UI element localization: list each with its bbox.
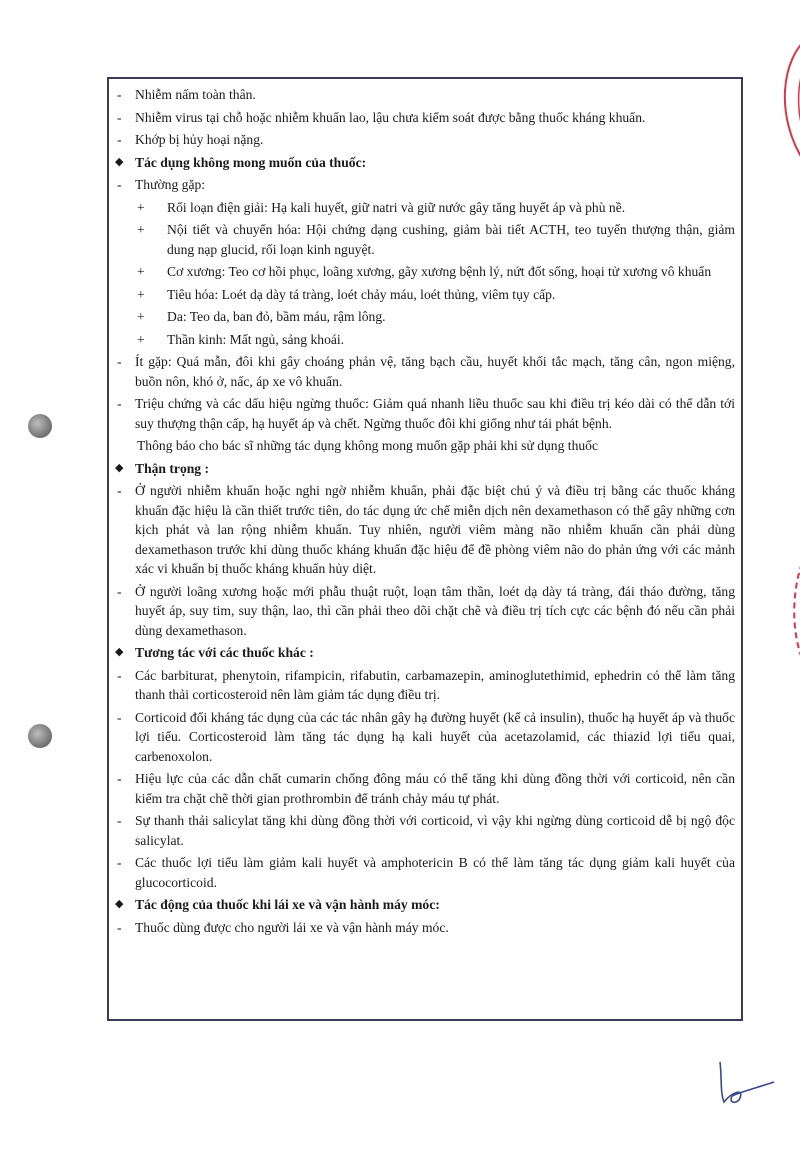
item-text: Hiệu lực của các dẫn chất cumarin chống đông máu có thể tăng khi dùng đồng thời với corticoid, nên cần kiểm tra chặt chẽ thời gian prothrombin để tránh chảy máu tự phát.: [135, 771, 735, 806]
dash-bullet: -: [117, 709, 122, 725]
sub-list-item: [115, 262, 735, 282]
item-text: Thông báo cho bác sĩ những tác dụng không mong muốn gặp phải khi sử dụng thuốc: [137, 438, 598, 453]
list-item: [115, 666, 735, 705]
list-item: [115, 708, 735, 767]
item-text: Các thuốc lợi tiểu làm giảm kali huyết và amphotericin B có thể làm tăng tác dụng giảm kali huyết của glucocorticoid.: [135, 855, 735, 890]
plus-bullet: +: [137, 222, 145, 237]
punch-hole-bottom: [28, 724, 52, 748]
list-item: [115, 352, 735, 391]
item-text: Nhiễm virus tại chỗ hoặc nhiễm khuẩn lao, lậu chưa kiểm soát được bằng thuốc kháng khuẩn.: [135, 109, 646, 125]
dash-bullet: -: [117, 919, 122, 935]
list-item: [115, 769, 735, 808]
sub-list-item: [115, 285, 735, 305]
item-text: Thận trọng :: [135, 460, 210, 476]
dash-bullet: -: [117, 87, 122, 102]
list-item: [115, 394, 735, 433]
diamond-bullet-icon: ◆: [115, 155, 124, 168]
list-item: [115, 175, 735, 195]
diamond-bullet-icon: ◆: [115, 898, 124, 910]
plus-bullet: +: [137, 264, 145, 279]
diamond-bullet-icon: ◆: [115, 646, 124, 658]
note-text: [115, 436, 735, 456]
item-text: Thần kinh: Mất ngủ, sảng khoái.: [167, 331, 345, 347]
item-text: Nhiễm nấm toàn thân.: [135, 87, 256, 102]
dash-bullet: -: [117, 583, 122, 599]
diamond-bullet-icon: ◆: [115, 461, 124, 474]
item-text: Cơ xương: Teo cơ hồi phục, loãng xương, gãy xương bệnh lý, nứt đốt sống, hoại tử xương vô khuẩn: [167, 264, 712, 279]
sub-list-item: [115, 307, 735, 327]
item-text: Da: Teo da, ban đỏ, bầm máu, rậm lông.: [167, 309, 386, 324]
dash-bullet: -: [117, 771, 122, 786]
plus-bullet: +: [137, 199, 145, 215]
item-text: Ở người nhiễm khuẩn hoặc nghi ngờ nhiễm khuẩn, phải đặc biệt chú ý và điều trị bằng các thuốc kháng khuẩn đặc hiệu là cần thiết trước tiên, do tác dụng ức chế miễn dịch nên dexamethason có thể gây những cơn kịch phát và lan rộng nhiễm khuẩn. Tuy nhiên, người viêm màng não nhiễm khuẩn cần phải dùng dexamethason trước khi dùng thuốc kháng khuẩn đặc hiệu để đề phòng viêm não do phản ứng với các mảnh xác vi khuẩn bị thuốc kháng khuẩn hủy diệt.: [135, 483, 735, 576]
dash-bullet: -: [117, 109, 122, 125]
plus-bullet: +: [137, 331, 145, 347]
list-item: [115, 85, 735, 105]
plus-bullet: +: [137, 309, 145, 324]
sub-list-item: [115, 220, 735, 259]
item-text: Tiêu hóa: Loét dạ dày tá tràng, loét chảy máu, loét thủng, viêm tụy cấp.: [167, 286, 556, 302]
item-text: Tác động của thuốc khi lái xe và vận hành máy móc:: [135, 897, 440, 912]
list-item: [115, 582, 735, 641]
stamp-fragment: [760, 28, 800, 168]
document-body: [115, 85, 735, 937]
dash-bullet: -: [117, 483, 122, 498]
dash-bullet: -: [117, 177, 122, 192]
punch-hole-top: [28, 414, 52, 438]
dash-bullet: -: [117, 855, 122, 870]
list-item: [115, 853, 735, 892]
list-item: [115, 130, 735, 150]
list-item: [115, 481, 735, 579]
section-heading: [115, 153, 735, 173]
sub-list-item: [115, 198, 735, 218]
item-text: Sự thanh thải salicylat tăng khi dùng đồng thời với corticoid, vì vậy khi ngừng dùng corticoid dễ bị ngộ độc salicylat.: [135, 813, 735, 848]
item-text: Corticoid đối kháng tác dụng của các tác nhân gây hạ đường huyết (kể cả insulin), thuốc hạ huyết áp và thuốc lợi tiểu. Corticosteroid làm tăng tác dụng hạ kali huyết của acetazolamid, các thiazid lợi tiểu quai, carbenoxolon.: [135, 709, 735, 764]
item-text: Thuốc dùng được cho người lái xe và vận hành máy móc.: [135, 919, 449, 935]
content-frame: [107, 77, 743, 1021]
section-heading: [115, 895, 735, 915]
item-text: Nội tiết và chuyển hóa: Hội chứng dạng cushing, giảm bài tiết ACTH, teo tuyến thượng thận, giảm dung nạp glucid, rối loạn kinh nguyệt.: [167, 222, 735, 257]
plus-bullet: +: [137, 286, 145, 302]
item-text: Thường gặp:: [135, 177, 206, 192]
dash-bullet: -: [117, 667, 122, 683]
item-text: Ở người loãng xương hoặc mới phẫu thuật ruột, loạn tâm thần, loét dạ dày tá tràng, đái tháo đường, tăng huyết áp, suy tim, suy thận, lao, thì cần phải theo dõi chặt chẽ và điều trị tích cực các bệnh đó nếu cần phải dùng dexamethason.: [135, 583, 735, 638]
dash-bullet: -: [117, 132, 122, 147]
stamp-fragment-lower: [780, 540, 800, 680]
section-heading: [115, 459, 735, 479]
item-text: Khớp bị hủy hoại nặng.: [135, 132, 264, 147]
dash-bullet: -: [117, 813, 122, 828]
section-heading: [115, 643, 735, 663]
handwritten-initial: [712, 1058, 782, 1108]
list-item: [115, 811, 735, 850]
list-item: [115, 108, 735, 128]
sub-list-item: [115, 330, 735, 350]
item-text: Rối loạn điện giải: Hạ kali huyết, giữ natri và giữ nước gây tăng huyết áp và phù nề.: [167, 199, 626, 215]
item-text: Triệu chứng và các dấu hiệu ngừng thuốc: Giảm quá nhanh liều thuốc sau khi điều trị kéo dài có thể dẫn tới suy thượng thận cấp, hạ huyết áp và chết. Ngừng thuốc đôi khi giống như tái phát bệnh.: [135, 396, 735, 431]
item-text: Ít gặp: Quá mẫn, đôi khi gây choáng phản vệ, tăng bạch cầu, huyết khối tắc mạch, tăng cân, ngon miệng, buồn nôn, khó ở, nấc, áp xe vô khuẩn.: [135, 354, 735, 389]
item-text: Các barbiturat, phenytoin, rifampicin, rifabutin, carbamazepin, aminoglutethimid, ephedrin có thể làm tăng thanh thải corticosteroid nên làm giảm tác dụng điều trị.: [135, 667, 735, 702]
dash-bullet: -: [117, 396, 122, 411]
list-item: [115, 918, 735, 938]
item-text: Tác dụng không mong muốn của thuốc:: [135, 154, 367, 170]
item-text: Tương tác với các thuốc khác :: [135, 645, 314, 660]
dash-bullet: -: [117, 354, 122, 369]
